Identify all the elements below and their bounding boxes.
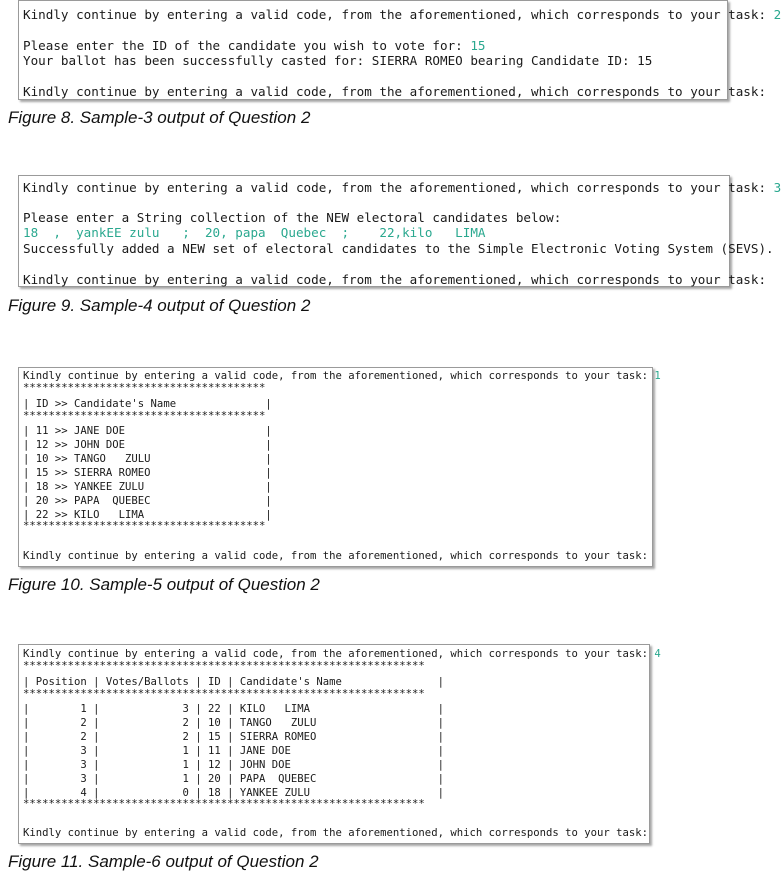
table-row: | 15 >> SIERRA ROMEO | (23, 467, 272, 479)
table-row: | 22 >> KILO LIMA | (23, 509, 272, 521)
table-row: | 11 >> JANE DOE | (23, 425, 272, 437)
table-row: | 2 | 2 | 15 | SIERRA ROMEO | (23, 731, 444, 743)
prompt-text: Kindly continue by entering a valid code, from the aforementioned, which corresponds to your task: (23, 370, 655, 382)
ballot-confirmation: Your ballot has been successfully casted for: SIERRA ROMEO bearing Candidate ID: 15 (23, 53, 653, 68)
collection-prompt: Please enter a String collection of the NEW electoral candidates below: (23, 210, 562, 225)
prompt-line (23, 180, 781, 195)
table-border: ************************************** (23, 382, 266, 394)
prompt-line: Kindly continue by entering a valid code, from the aforementioned, which corresponds to your task: (23, 827, 649, 839)
user-input: 15 (470, 38, 486, 53)
user-input: 4 (654, 648, 661, 660)
figure-9-console (18, 175, 781, 287)
table-border: ************************************** (23, 520, 266, 532)
prompt-line (23, 7, 781, 22)
figure-11-caption: Figure 11. Sample-6 output of Question 2 (8, 852, 319, 871)
prompt-line: Kindly continue by entering a valid code, from the aforementioned, which corresponds to your task: (23, 272, 767, 287)
table-row: | 4 | 0 | 18 | YANKEE ZULU | (23, 787, 444, 799)
table-row: | 2 | 2 | 10 | TANGO ZULU | (23, 717, 444, 729)
figure-8-caption: Figure 8. Sample-3 output of Question 2 (8, 108, 311, 127)
table-row: | 12 >> JOHN DOE | (23, 439, 272, 451)
table-row: | 1 | 3 | 22 | KILO LIMA | (23, 703, 444, 715)
table-row: | 20 >> PAPA QUEBEC | (23, 495, 272, 507)
prompt-text: Kindly continue by entering a valid code, from the aforementioned, which corresponds to your task: (23, 648, 655, 660)
table-border: *************************************************************** (23, 798, 425, 810)
figure-8-console (18, 0, 781, 100)
user-input: 1 (654, 370, 661, 382)
user-input: 3 (773, 180, 781, 195)
table-row: | 10 >> TANGO ZULU | (23, 453, 272, 465)
table-border: *************************************************************** (23, 660, 425, 672)
table-header: | ID >> Candidate's Name | (23, 398, 272, 410)
id-prompt-line (23, 38, 486, 53)
figure-9-caption: Figure 9. Sample-4 output of Question 2 (8, 296, 311, 315)
table-border: ************************************** (23, 410, 266, 422)
prompt-text: Kindly continue by entering a valid code, from the aforementioned, which corresponds to your task: (23, 7, 774, 22)
prompt-line (23, 370, 661, 382)
table-header: | Position | Votes/Ballots | ID | Candidate's Name | (23, 676, 444, 688)
table-border: *************************************************************** (23, 688, 425, 700)
figure-11-console (18, 644, 661, 844)
prompt-text: Kindly continue by entering a valid code, from the aforementioned, which corresponds to your task: (23, 180, 774, 195)
figure-10-console (18, 367, 661, 567)
figure-10-caption: Figure 10. Sample-5 output of Question 2 (8, 575, 320, 594)
table-row: | 3 | 1 | 11 | JANE DOE | (23, 745, 444, 757)
user-input-collection: 18 , yankEE zulu ; 20, papa Quebec ; 22,kilo LIMA (23, 225, 486, 240)
prompt-line: Kindly continue by entering a valid code, from the aforementioned, which corresponds to your task: (23, 84, 767, 99)
table-row: | 3 | 1 | 20 | PAPA QUEBEC | (23, 773, 444, 785)
table-row: | 3 | 1 | 12 | JOHN DOE | (23, 759, 444, 771)
success-message: Successfully added a NEW set of electoral candidates to the Simple Electronic Voting System (SEVS). (23, 241, 774, 256)
prompt-line: Kindly continue by entering a valid code, from the aforementioned, which corresponds to your task: (23, 550, 649, 562)
user-input: 2 (773, 7, 781, 22)
table-row: | 18 >> YANKEE ZULU | (23, 481, 272, 493)
prompt-line (23, 648, 661, 660)
id-prompt-text: Please enter the ID of the candidate you wish to vote for: (23, 38, 471, 53)
